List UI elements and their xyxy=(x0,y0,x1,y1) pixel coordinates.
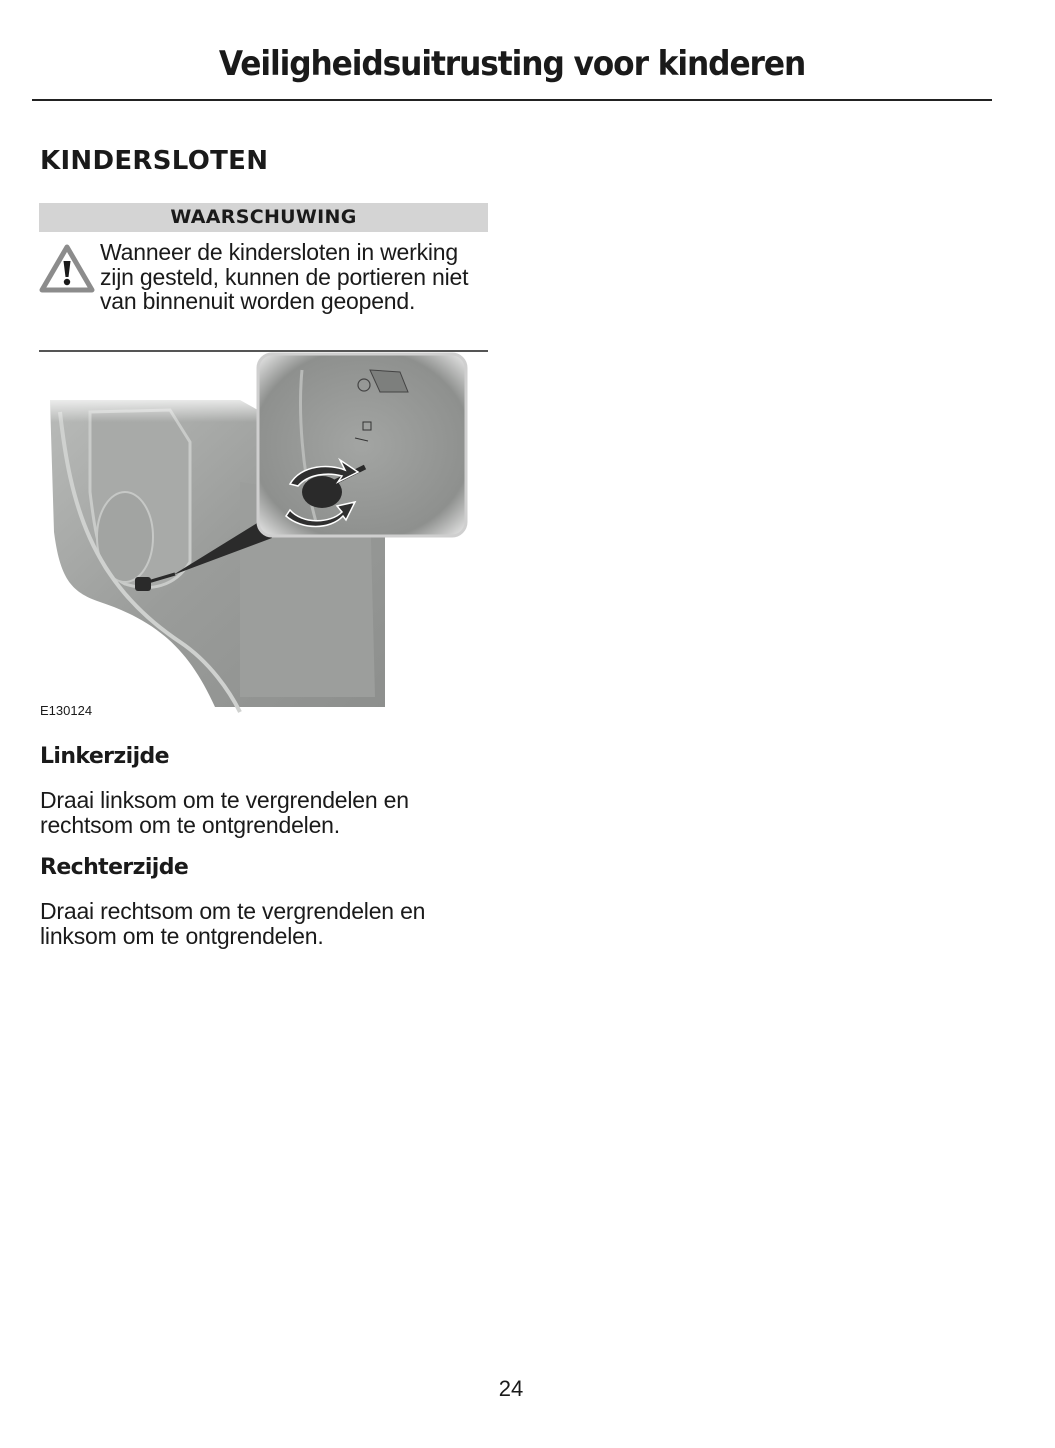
section-heading: KINDERSLOTEN xyxy=(40,146,269,176)
title-divider xyxy=(32,99,992,101)
instruction-left-side: Draai linksom om te vergrendelen en rechtsom om te ontgrendelen. xyxy=(40,787,409,838)
warning-box xyxy=(39,203,488,322)
warning-text: Wanneer de kindersloten in werking zijn gesteld, kunnen de portieren niet van binnenuit worden geopend. xyxy=(100,239,469,314)
figure-label: E130124 xyxy=(40,703,93,718)
child-lock-illustration xyxy=(40,352,470,722)
warning-body xyxy=(39,232,488,322)
instruction-right-side: Draai rechtsom om te vergrendelen en linksom om te ontgrendelen. xyxy=(40,898,426,949)
warning-header: WAARSCHUWING xyxy=(39,203,488,232)
page-number: 24 xyxy=(498,1376,524,1401)
subheading-left-side: Linkerzijde xyxy=(40,744,169,769)
subheading-right-side: Rechterzijde xyxy=(40,855,189,880)
warning-triangle-icon xyxy=(39,244,95,294)
page-title: Veiligheidsuitrusting voor kinderen xyxy=(218,44,806,84)
